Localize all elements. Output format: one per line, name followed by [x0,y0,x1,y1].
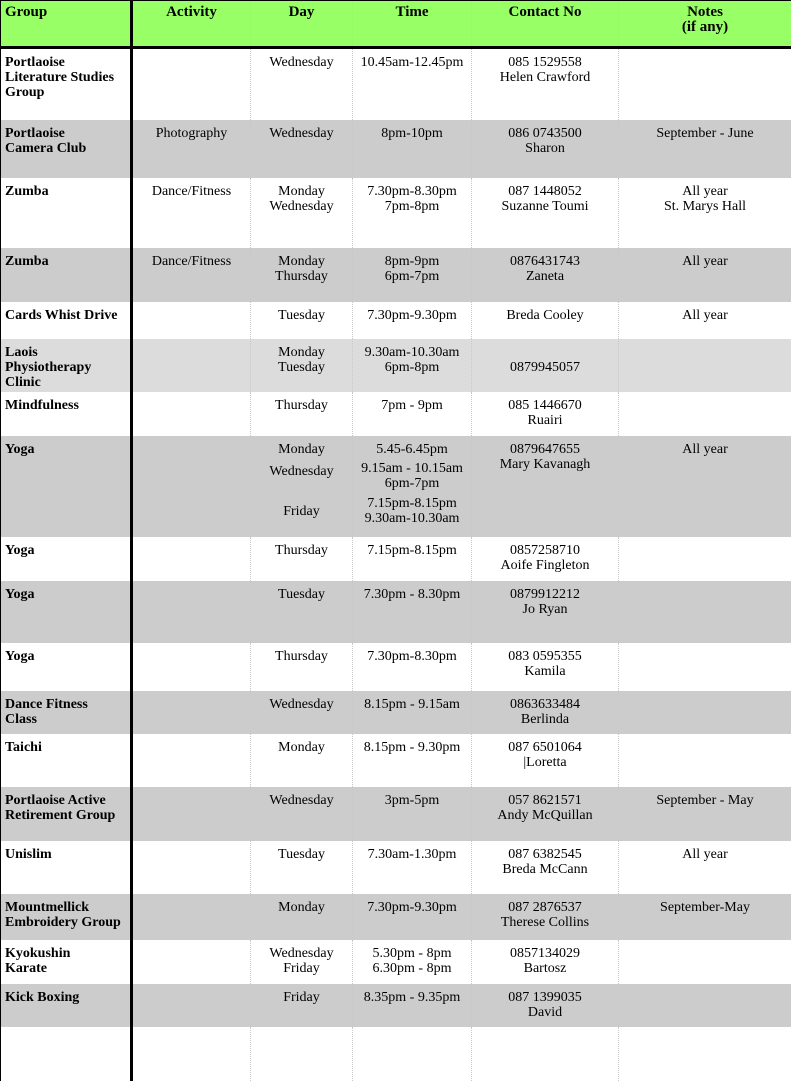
contact-line: 087 6382545 [472,847,618,862]
contact-line: Sharon [472,141,618,156]
contact-cell [472,787,619,841]
time-cell [353,581,472,643]
time-line: 7.15pm-8.15pm [353,496,471,511]
day-cell [251,940,353,984]
time-line: 9.15am - 10.15am [353,461,471,476]
table-row [1,178,791,248]
group-line: Unislim [5,847,130,862]
time-line: 5.45-6.45pm [353,442,471,457]
time-cell [353,643,472,691]
notes-cell [619,894,791,940]
activity-cell [132,392,251,436]
table-row [1,48,791,120]
group-line: Class [5,712,130,727]
contact-line: Mary Kavanagh [472,457,618,472]
day-line: Friday [251,961,352,976]
notes-cell [619,691,791,734]
time-cell [353,302,472,339]
time-line: 7.30pm-9.30pm [353,900,471,915]
table-row [1,841,791,894]
activity-cell [132,691,251,734]
header-notes [619,1,791,48]
group-cell [1,984,132,1027]
group-cell [1,537,132,581]
contact-line: 086 0743500 [472,126,618,141]
activity-line: Photography [133,126,250,141]
activity-cell [132,581,251,643]
contact-cell [472,302,619,339]
day-line: Wednesday [251,946,352,961]
contact-line: 083 0595355 [472,649,618,664]
header-activity: Activity [132,1,251,48]
group-line: Laois [5,345,130,360]
table-row [1,787,791,841]
time-cell [353,436,472,537]
activity-cell [132,734,251,787]
contact-line: 085 1446670 [472,398,618,413]
contact-cell [472,984,619,1027]
contact-empty-cell [472,1027,619,1081]
day-cell [251,48,353,120]
group-cell [1,691,132,734]
empty-row [1,1027,791,1081]
contact-line: Therese Collins [472,915,618,930]
table-row [1,120,791,178]
group-line: Zumba [5,184,130,199]
day-cell [251,537,353,581]
contact-cell [472,734,619,787]
group-line: Mindfulness [5,398,130,413]
contact-line: Zaneta [472,269,618,284]
table-row [1,643,791,691]
group-line: Embroidery Group [5,915,130,930]
contact-line: 087 6501064 [472,740,618,755]
group-line: Physiotherapy [5,360,130,375]
group-cell [1,436,132,537]
day-line: Thursday [251,649,352,664]
notes-line: September-May [619,900,791,915]
activity-cell [132,248,251,302]
contact-cell [472,339,619,392]
time-line: 6pm-7pm [353,269,471,284]
time-cell [353,734,472,787]
group-line: Yoga [5,543,130,558]
contact-line: 085 1529558 [472,55,618,70]
contact-cell [472,48,619,120]
notes-cell [619,581,791,643]
day-line: Wednesday [251,464,352,479]
time-line: 7.30pm-8.30pm [353,184,471,199]
contact-cell [472,643,619,691]
notes-cell [619,302,791,339]
notes-line: All year [619,308,791,323]
contact-line: Bartosz [472,961,618,976]
group-cell [1,392,132,436]
time-cell [353,940,472,984]
notes-cell [619,120,791,178]
time-line: 5.30pm - 8pm [353,946,471,961]
day-line: Monday [251,184,352,199]
table-row [1,392,791,436]
group-line: Portlaoise Active [5,793,130,808]
table-row [1,734,791,787]
activity-cell [132,48,251,120]
day-line: Wednesday [251,55,352,70]
day-cell [251,643,353,691]
day-line: Wednesday [251,697,352,712]
group-line: Taichi [5,740,130,755]
contact-line: Kamila [472,664,618,679]
notes-cell [619,537,791,581]
time-line: 9.30am-10.30am [353,345,471,360]
activity-cell [132,894,251,940]
contact-cell [472,841,619,894]
table-row [1,691,791,734]
group-cell [1,120,132,178]
notes-empty-cell [619,1027,791,1081]
contact-line: 087 1448052 [472,184,618,199]
day-cell [251,581,353,643]
contact-line: Jo Ryan [472,602,618,617]
time-line: 8.15pm - 9.15am [353,697,471,712]
contact-cell [472,392,619,436]
time-empty-cell [353,1027,472,1081]
group-cell [1,940,132,984]
day-line: Friday [251,990,352,1005]
day-line: Wednesday [251,199,352,214]
contact-line: 0857258710 [472,543,618,558]
notes-line: St. Marys Hall [619,199,791,214]
contact-line: Aoife Fingleton [472,558,618,573]
time-line: 9.30am-10.30am [353,511,471,526]
contact-cell [472,581,619,643]
contact-line: 0857134029 [472,946,618,961]
day-line: Monday [251,254,352,269]
activity-cell [132,302,251,339]
activity-cell [132,643,251,691]
day-cell [251,841,353,894]
time-cell [353,392,472,436]
group-cell [1,787,132,841]
time-cell [353,48,472,120]
notes-line: All year [619,442,791,457]
time-line: 7.30pm-8.30pm [353,649,471,664]
group-line: Group [5,85,130,100]
group-line: Yoga [5,442,130,457]
time-cell [353,691,472,734]
time-cell [353,120,472,178]
activity-cell [132,436,251,537]
group-line: Camera Club [5,141,130,156]
group-cell [1,643,132,691]
group-cell [1,48,132,120]
day-line: Monday [251,442,352,457]
activity-cell [132,984,251,1027]
day-line: Tuesday [251,360,352,375]
time-line: 7.15pm-8.15pm [353,543,471,558]
contact-line: 087 2876537 [472,900,618,915]
day-cell [251,120,353,178]
day-cell [251,392,353,436]
table-row [1,339,791,392]
time-line: 7pm - 9pm [353,398,471,413]
group-line: Portlaoise [5,55,130,70]
activity-line: Dance/Fitness [133,184,250,199]
day-line: Thursday [251,269,352,284]
time-line: 8pm-10pm [353,126,471,141]
contact-line: 0876431743 [472,254,618,269]
notes-line: All year [619,184,791,199]
notes-cell [619,940,791,984]
group-line: Kick Boxing [5,990,130,1005]
activity-cell [132,120,251,178]
notes-cell [619,178,791,248]
day-cell [251,691,353,734]
time-line: 8.35pm - 9.35pm [353,990,471,1005]
time-line: 3pm-5pm [353,793,471,808]
notes-cell [619,643,791,691]
group-empty-cell [1,1027,132,1081]
notes-cell [619,248,791,302]
day-cell [251,302,353,339]
time-cell [353,984,472,1027]
group-cell [1,248,132,302]
table-row [1,984,791,1027]
group-line: Cards Whist Drive [5,308,130,323]
header-row [1,1,791,48]
notes-cell [619,339,791,392]
table-row [1,248,791,302]
day-cell [251,734,353,787]
group-line: Zumba [5,254,130,269]
activity-empty-cell [132,1027,251,1081]
activity-cell [132,787,251,841]
time-cell [353,178,472,248]
time-line: 6.30pm - 8pm [353,961,471,976]
table-row [1,302,791,339]
notes-line: September - June [619,126,791,141]
day-cell [251,787,353,841]
day-line: Wednesday [251,126,352,141]
header-day: Day [251,1,353,48]
day-line: Thursday [251,398,352,413]
time-line: 6pm-8pm [353,360,471,375]
contact-line: Andy McQuillan [472,808,618,823]
activity-cell [132,339,251,392]
day-line: Tuesday [251,308,352,323]
contact-cell [472,120,619,178]
group-cell [1,339,132,392]
activity-cell [132,940,251,984]
time-line: 7pm-8pm [353,199,471,214]
notes-cell [619,841,791,894]
group-cell [1,302,132,339]
group-line: Dance Fitness [5,697,130,712]
activity-cell [132,537,251,581]
day-line: Monday [251,345,352,360]
time-line: 7.30am-1.30pm [353,847,471,862]
day-cell [251,178,353,248]
day-line: Tuesday [251,587,352,602]
notes-line: All year [619,847,791,862]
time-cell [353,787,472,841]
contact-cell [472,436,619,537]
day-cell [251,984,353,1027]
day-line: Monday [251,740,352,755]
notes-cell [619,734,791,787]
contact-line: 0879647655 [472,442,618,457]
contact-cell [472,691,619,734]
day-empty-cell [251,1027,353,1081]
contact-line: 057 8621571 [472,793,618,808]
group-line: Mountmellick [5,900,130,915]
group-cell [1,894,132,940]
header-contact: Contact No [472,1,619,48]
day-line: Friday [251,504,352,519]
contact-line: 0879912212 [472,587,618,602]
day-cell [251,436,353,537]
contact-line: |Loretta [472,755,618,770]
notes-line: September - May [619,793,791,808]
contact-line: Breda McCann [472,862,618,877]
time-line: 7.30pm-9.30pm [353,308,471,323]
activity-cell [132,178,251,248]
group-cell [1,581,132,643]
table-row [1,581,791,643]
group-line: Retirement Group [5,808,130,823]
group-line: Kyokushin [5,946,130,961]
group-cell [1,178,132,248]
group-line: Literature Studies [5,70,130,85]
contact-cell [472,894,619,940]
contact-line: 087 1399035 [472,990,618,1005]
header-group: Group [1,1,132,48]
group-line: Karate [5,961,130,976]
contact-cell [472,537,619,581]
time-cell [353,894,472,940]
notes-cell [619,48,791,120]
time-line: 6pm-7pm [353,476,471,491]
time-cell [353,841,472,894]
day-line: Monday [251,900,352,915]
table-row [1,537,791,581]
table-row [1,894,791,940]
notes-line: All year [619,254,791,269]
day-cell [251,894,353,940]
group-line: Portlaoise [5,126,130,141]
table-row [1,940,791,984]
notes-cell [619,984,791,1027]
time-cell [353,248,472,302]
contact-line: 0863633484 [472,697,618,712]
activity-cell [132,841,251,894]
day-line: Tuesday [251,847,352,862]
table-row [1,436,791,537]
group-line: Clinic [5,375,130,390]
day-cell [251,339,353,392]
time-line: 10.45am-12.45pm [353,55,471,70]
header-time: Time [353,1,472,48]
notes-cell [619,392,791,436]
contact-cell [472,940,619,984]
contact-line: Breda Cooley [472,308,618,323]
group-cell [1,734,132,787]
time-line: 8pm-9pm [353,254,471,269]
time-cell [353,339,472,392]
activity-line: Dance/Fitness [133,254,250,269]
header-notes-line1: Notes [619,5,791,20]
contact-line: David [472,1005,618,1020]
contact-line: Berlinda [472,712,618,727]
time-cell [353,537,472,581]
header-notes-line2: (if any) [619,20,791,35]
contact-line: Ruairi [472,413,618,428]
notes-cell [619,787,791,841]
time-line: 8.15pm - 9.30pm [353,740,471,755]
group-cell [1,841,132,894]
day-cell [251,248,353,302]
contact-line: 0879945057 [472,360,618,375]
contact-line: Helen Crawford [472,70,618,85]
time-line: 7.30pm - 8.30pm [353,587,471,602]
group-line: Yoga [5,649,130,664]
contact-cell [472,178,619,248]
contact-line [472,345,618,360]
day-line: Thursday [251,543,352,558]
day-line: Wednesday [251,793,352,808]
contact-cell [472,248,619,302]
group-line: Yoga [5,587,130,602]
contact-line: Suzanne Toumi [472,199,618,214]
notes-cell [619,436,791,537]
